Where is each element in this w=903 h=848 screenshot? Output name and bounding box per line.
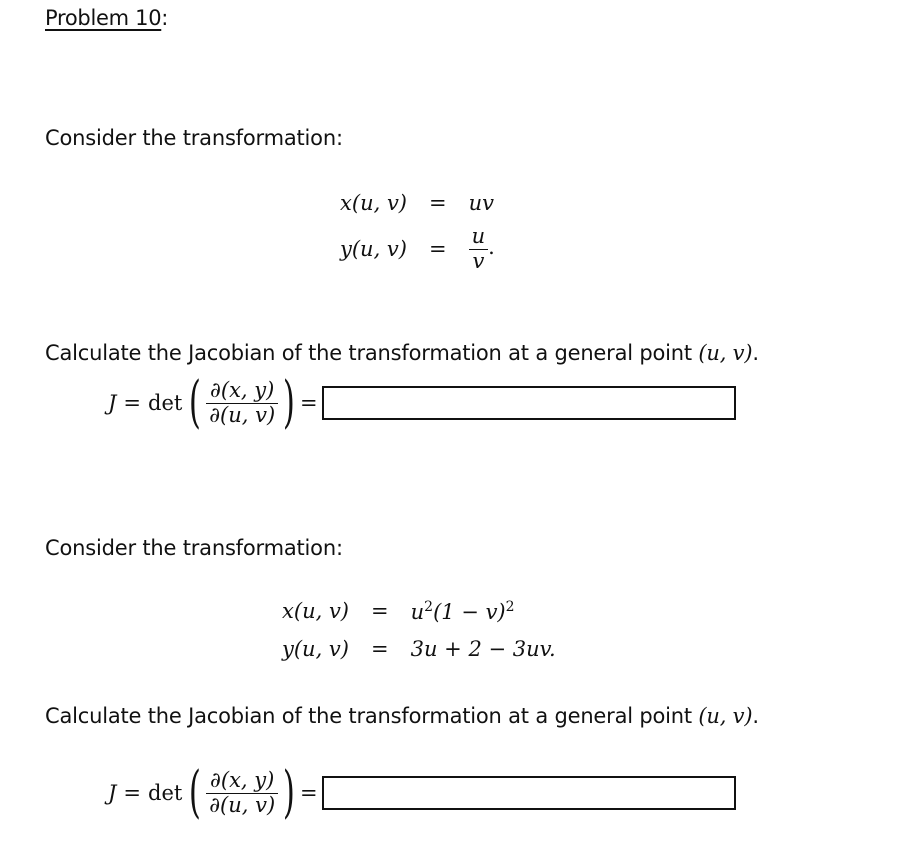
equals-sign: = bbox=[429, 237, 447, 261]
det-operator: det bbox=[148, 781, 183, 805]
equals-sign: = bbox=[371, 637, 389, 661]
right-paren: ) bbox=[283, 760, 296, 825]
fraction bbox=[469, 225, 489, 272]
right-paren: ) bbox=[283, 370, 296, 435]
fraction-denominator: ∂(u, v) bbox=[209, 792, 276, 817]
problem-title-colon: : bbox=[161, 6, 169, 30]
prompt-text: Calculate the Jacobian of the transformation at a general point bbox=[45, 704, 699, 728]
problem-title bbox=[45, 6, 168, 30]
fraction-numerator: ∂(x, y) bbox=[210, 378, 275, 403]
part2-prompt bbox=[45, 704, 759, 728]
left-paren: ( bbox=[189, 760, 202, 825]
exponent: 2 bbox=[505, 598, 515, 615]
prompt-point: (u, v) bbox=[698, 341, 753, 365]
part1-prompt bbox=[45, 341, 759, 365]
equation-lhs: x(u, v) bbox=[340, 191, 407, 215]
fraction-denominator: v bbox=[472, 248, 485, 273]
problem-title-text: Problem 10 bbox=[45, 6, 162, 30]
part2-intro: Consider the transformation: bbox=[45, 536, 343, 560]
equation-lhs: y(u, v) bbox=[340, 237, 407, 261]
period: . bbox=[488, 235, 495, 260]
prompt-text: Calculate the Jacobian of the transformation at a general point bbox=[45, 341, 699, 365]
jacobian-answer-input-2[interactable] bbox=[322, 776, 736, 810]
equation-lhs: x(u, v) bbox=[282, 599, 349, 623]
part2-equations bbox=[282, 592, 556, 668]
exponent: 2 bbox=[424, 598, 434, 615]
part2-equation-y bbox=[282, 630, 556, 668]
part2-jacobian bbox=[108, 760, 736, 825]
part1-equations bbox=[340, 184, 495, 276]
left-paren: ( bbox=[189, 370, 202, 435]
equals-sign: = bbox=[300, 391, 318, 415]
equals-sign: = bbox=[123, 391, 142, 415]
rhs-mid: (1 − v) bbox=[433, 599, 506, 624]
equals-sign: = bbox=[429, 191, 447, 215]
fraction-denominator: ∂(u, v) bbox=[209, 402, 276, 427]
partial-fraction bbox=[206, 379, 278, 426]
part1-jacobian bbox=[108, 370, 736, 435]
part1-intro: Consider the transformation: bbox=[45, 126, 343, 150]
partial-fraction bbox=[206, 769, 278, 816]
part1-equation-x bbox=[340, 184, 495, 222]
equals-sign: = bbox=[123, 781, 142, 805]
equals-sign: = bbox=[300, 781, 318, 805]
rhs-base: u bbox=[410, 599, 425, 624]
jacobian-symbol: J bbox=[108, 391, 117, 415]
prompt-end: . bbox=[752, 704, 759, 728]
equation-rhs: 3u + 2 − 3uv. bbox=[410, 637, 556, 661]
fraction-numerator: u bbox=[471, 224, 486, 249]
equation-rhs: uv bbox=[468, 191, 494, 215]
equation-lhs: y(u, v) bbox=[282, 637, 349, 661]
jacobian-symbol: J bbox=[108, 781, 117, 805]
equation-rhs bbox=[411, 592, 556, 630]
part2-equation-x bbox=[282, 592, 556, 630]
det-operator: det bbox=[148, 391, 183, 415]
part1-equation-y bbox=[340, 222, 495, 276]
equals-sign: = bbox=[371, 599, 389, 623]
prompt-point: (u, v) bbox=[698, 704, 753, 728]
jacobian-answer-input-1[interactable] bbox=[322, 386, 736, 420]
fraction-numerator: ∂(x, y) bbox=[210, 768, 275, 793]
equation-rhs bbox=[469, 222, 495, 276]
prompt-end: . bbox=[752, 341, 759, 365]
